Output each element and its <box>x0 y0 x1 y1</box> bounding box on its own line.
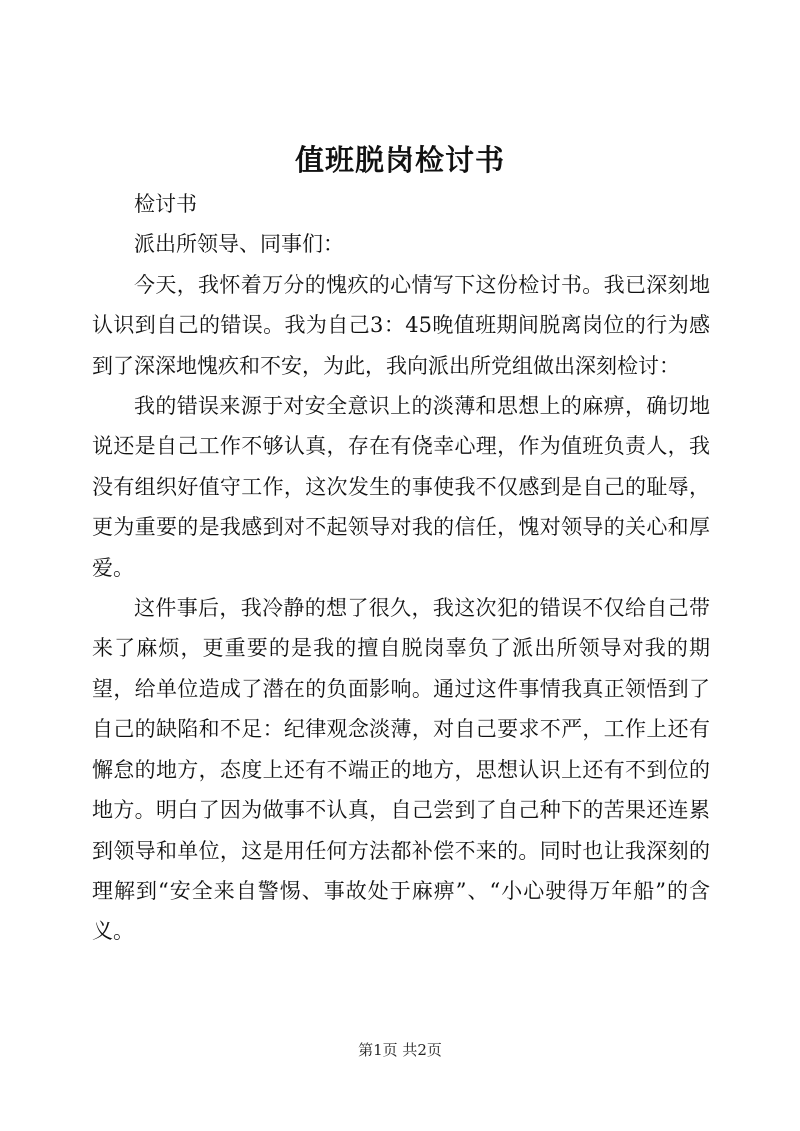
heading-paragraph: 检讨书 <box>134 192 197 216</box>
body-paragraph: 这件事后，我冷静的想了很久，我这次犯的错误不仅给自己带来了麻烦，更重要的是我的擅自脱岗辜负了派出所领导对我的期望，给单位造成了潜在的负面影响。通过这件事情我真正领悟到了自己的缺陷和不足：纪律观念淡薄，对自己要求不严，工作上还有懈怠的地方，态度上还有不端正的地方，思想认识上还有不到位的地方。明白了因为做事不认真，自己尝到了自己种下的苦果还连累到领导和单位，这是用任何方法都补偿不来的。同时也让我深刻的理解到“安全来自警惕、事故处于麻痹”、“小心驶得万年船”的含义。 <box>92 596 710 944</box>
document-title: 值班脱岗检讨书 <box>294 143 505 177</box>
page-footer: 第1页 共2页 <box>358 1041 442 1059</box>
body-paragraph: 今天，我怀着万分的愧疚的心情写下这份检讨书。我已深刻地认识到自己的错误。我为自己3：45晚值班期间脱离岗位的行为感到了深深地愧疚和不安，为此，我向派出所党组做出深刻检讨： <box>92 272 710 378</box>
salutation-paragraph: 派出所领导、同事们： <box>134 232 344 257</box>
body-paragraph: 我的错误来源于对安全意识上的淡薄和思想上的麻痹，确切地说还是自己工作不够认真，存在有侥幸心理，作为值班负责人，我没有组织好值守工作，这次发生的事使我不仅感到是自己的耻辱，更为重要的是我感到对不起领导对我的信任，愧对领导的关心和厚爱。 <box>92 394 710 580</box>
document-body <box>92 184 710 952</box>
